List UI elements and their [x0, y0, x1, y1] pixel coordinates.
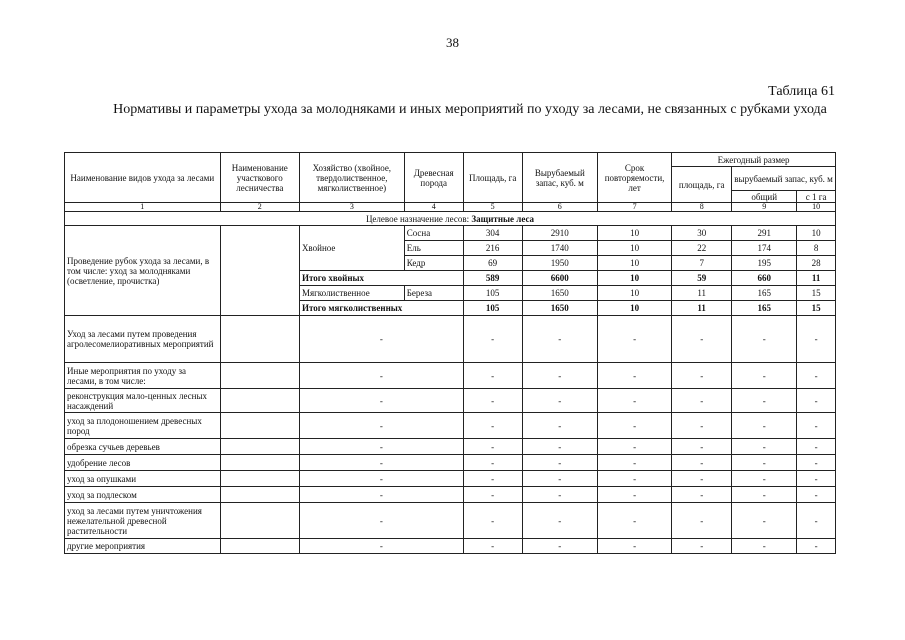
work-type-edge-care: уход за опушками — [65, 471, 221, 487]
forestry-district-cell — [220, 487, 299, 503]
dash-cell: - — [797, 316, 836, 363]
dash-cell: - — [597, 413, 671, 439]
per-ha-cell: 8 — [797, 241, 836, 256]
period-cell: 10 — [597, 301, 671, 316]
dash-cell: - — [463, 413, 522, 439]
dash-cell: - — [463, 389, 522, 413]
column-number: 10 — [797, 203, 836, 212]
per-ha-cell: 28 — [797, 256, 836, 271]
annual-total-cell: 165 — [732, 301, 797, 316]
header-annual-stock: вырубаемый запас, куб. м — [732, 167, 836, 191]
dash-cell: - — [522, 389, 597, 413]
period-cell: 10 — [597, 256, 671, 271]
stock-cell: 2910 — [522, 226, 597, 241]
dash-cell: - — [597, 363, 671, 389]
dash-cell: - — [672, 439, 732, 455]
forestry-district-cell — [220, 389, 299, 413]
annual-total-cell: 291 — [732, 226, 797, 241]
dash-cell: - — [463, 503, 522, 539]
dash-cell: - — [797, 539, 836, 554]
header-area: Площадь, га — [463, 153, 522, 203]
forestry-district-cell — [220, 455, 299, 471]
dash-cell: - — [797, 487, 836, 503]
dash-cell: - — [299, 503, 463, 539]
dash-cell: - — [672, 363, 732, 389]
per-ha-cell: 10 — [797, 226, 836, 241]
section-name: Защитные леса — [471, 213, 535, 224]
annual-area-cell: 59 — [672, 271, 732, 286]
dash-cell: - — [672, 503, 732, 539]
dash-cell: - — [797, 439, 836, 455]
forestry-district-cell — [220, 539, 299, 554]
period-cell: 10 — [597, 241, 671, 256]
header-stock: Вырубаемый запас, куб. м — [522, 153, 597, 203]
species-cell: Сосна — [404, 226, 463, 241]
species-cell: Береза — [404, 286, 463, 301]
dash-cell: - — [732, 413, 797, 439]
dash-cell: - — [597, 487, 671, 503]
period-cell: 10 — [597, 286, 671, 301]
dash-cell: - — [522, 539, 597, 554]
dash-cell: - — [732, 471, 797, 487]
dash-cell: - — [797, 413, 836, 439]
dash-cell: - — [463, 316, 522, 363]
forestry-district-cell — [220, 439, 299, 455]
work-type-agroforestry: Уход за лесами путем проведения агролесомелиоративных мероприятий — [65, 316, 221, 363]
dash-cell: - — [522, 363, 597, 389]
column-number: 7 — [597, 203, 671, 212]
forestry-district-cell — [220, 363, 299, 389]
dash-cell: - — [672, 539, 732, 554]
dash-cell: - — [299, 413, 463, 439]
annual-area-cell: 11 — [672, 286, 732, 301]
per-ha-cell: 15 — [797, 286, 836, 301]
page-number: 38 — [446, 35, 459, 50]
annual-area-cell: 11 — [672, 301, 732, 316]
annual-area-cell: 7 — [672, 256, 732, 271]
forestry-table — [64, 152, 836, 554]
dash-cell: - — [672, 487, 732, 503]
area-cell: 216 — [463, 241, 522, 256]
header-species: Древесная порода — [404, 153, 463, 203]
work-type-fruiting-care: уход за плодоношением древесных пород — [65, 413, 221, 439]
area-cell: 105 — [463, 301, 522, 316]
header-annual: Ежегодный размер — [672, 153, 836, 167]
table-title: Нормативы и параметры ухода за молодняками и иных мероприятий по уходу за лесами, не связанных с рубками ухода — [113, 102, 827, 117]
dash-cell: - — [463, 439, 522, 455]
section-row — [65, 212, 836, 226]
area-cell: 69 — [463, 256, 522, 271]
section-prefix: Целевое назначение лесов: — [365, 213, 470, 224]
per-ha-cell: 15 — [797, 301, 836, 316]
dash-cell: - — [797, 389, 836, 413]
economy-coniferous: Хвойное — [299, 226, 404, 271]
dash-cell: - — [597, 503, 671, 539]
dash-cell: - — [597, 455, 671, 471]
dash-cell: - — [797, 455, 836, 471]
forestry-district-cell — [220, 503, 299, 539]
work-type-unwanted-vegetation-removal: уход за лесами путем уничтожения нежелательной древесной растительности — [65, 503, 221, 539]
header-economy-type: Хозяйство (хвойное, твердолиственное, мягколиственное) — [299, 153, 404, 203]
total-deciduous-label: Итого мягколиственных — [299, 301, 463, 316]
dash-cell: - — [463, 363, 522, 389]
dash-cell: - — [597, 389, 671, 413]
dash-cell: - — [597, 439, 671, 455]
dash-cell: - — [463, 539, 522, 554]
work-type-fertilization: удобрение лесов — [65, 455, 221, 471]
column-number: 5 — [463, 203, 522, 212]
dash-cell: - — [463, 487, 522, 503]
dash-cell: - — [732, 503, 797, 539]
annual-total-cell: 174 — [732, 241, 797, 256]
dash-cell: - — [672, 455, 732, 471]
column-number: 1 — [65, 203, 221, 212]
dash-cell: - — [522, 316, 597, 363]
dash-cell: - — [797, 471, 836, 487]
dash-cell: - — [522, 413, 597, 439]
work-type-thinning: Проведение рубок ухода за лесами, в том числе: уход за молодняками (осветление, прочистка) — [65, 226, 221, 316]
header-annual-area: площадь, га — [672, 167, 732, 203]
dash-cell: - — [732, 487, 797, 503]
column-number: 3 — [299, 203, 404, 212]
dash-cell: - — [732, 439, 797, 455]
period-cell: 10 — [597, 271, 671, 286]
stock-cell: 1650 — [522, 286, 597, 301]
dash-cell: - — [732, 455, 797, 471]
header-period: Срок повторяемости, лет — [597, 153, 671, 203]
dash-cell: - — [299, 316, 463, 363]
header-stock-per-ha: с 1 га — [797, 191, 836, 203]
column-number: 2 — [220, 203, 299, 212]
dash-cell: - — [732, 316, 797, 363]
dash-cell: - — [299, 539, 463, 554]
dash-cell: - — [299, 439, 463, 455]
dash-cell: - — [797, 503, 836, 539]
dash-cell: - — [672, 389, 732, 413]
annual-total-cell: 195 — [732, 256, 797, 271]
dash-cell: - — [522, 455, 597, 471]
header-work-type: Наименование видов ухода за лесами — [65, 153, 221, 203]
work-type-undergrowth-care: уход за подлеском — [65, 487, 221, 503]
column-number: 8 — [672, 203, 732, 212]
dash-cell: - — [463, 455, 522, 471]
area-cell: 304 — [463, 226, 522, 241]
dash-cell: - — [299, 471, 463, 487]
dash-cell: - — [597, 471, 671, 487]
stock-cell: 6600 — [522, 271, 597, 286]
forestry-district-cell — [220, 471, 299, 487]
dash-cell: - — [522, 503, 597, 539]
dash-cell: - — [732, 539, 797, 554]
dash-cell: - — [797, 363, 836, 389]
header-stock-total: общий — [732, 191, 797, 203]
dash-cell: - — [597, 539, 671, 554]
dash-cell: - — [299, 455, 463, 471]
dash-cell: - — [597, 316, 671, 363]
period-cell: 10 — [597, 226, 671, 241]
species-cell: Ель — [404, 241, 463, 256]
column-number: 6 — [522, 203, 597, 212]
dash-cell: - — [672, 413, 732, 439]
dash-cell: - — [463, 471, 522, 487]
species-cell: Кедр — [404, 256, 463, 271]
area-cell: 589 — [463, 271, 522, 286]
dash-cell: - — [672, 316, 732, 363]
per-ha-cell: 11 — [797, 271, 836, 286]
stock-cell: 1650 — [522, 301, 597, 316]
table-number: Таблица 61 — [768, 84, 835, 99]
stock-cell: 1740 — [522, 241, 597, 256]
dash-cell: - — [672, 471, 732, 487]
dash-cell: - — [299, 389, 463, 413]
work-type-reconstruction: реконструкция мало-ценных лесных насаждений — [65, 389, 221, 413]
dash-cell: - — [299, 363, 463, 389]
annual-total-cell: 165 — [732, 286, 797, 301]
total-coniferous-label: Итого хвойных — [299, 271, 463, 286]
dash-cell: - — [299, 487, 463, 503]
column-number: 9 — [732, 203, 797, 212]
forestry-district-cell — [220, 413, 299, 439]
dash-cell: - — [732, 363, 797, 389]
economy-deciduous: Мягколиственное — [299, 286, 404, 301]
annual-area-cell: 22 — [672, 241, 732, 256]
work-type-other: другие мероприятия — [65, 539, 221, 554]
dash-cell: - — [522, 439, 597, 455]
dash-cell: - — [522, 471, 597, 487]
annual-area-cell: 30 — [672, 226, 732, 241]
work-type-other-measures: Иные мероприятия по уходу за лесами, в том числе: — [65, 363, 221, 389]
dash-cell: - — [732, 389, 797, 413]
header-forestry-district: Наименование участкового лесничества — [220, 153, 299, 203]
forestry-district-cell — [220, 316, 299, 363]
work-type-pruning: обрезка сучьев деревьев — [65, 439, 221, 455]
area-cell: 105 — [463, 286, 522, 301]
column-number: 4 — [404, 203, 463, 212]
forestry-district-cell — [220, 226, 299, 316]
dash-cell: - — [522, 487, 597, 503]
stock-cell: 1950 — [522, 256, 597, 271]
annual-total-cell: 660 — [732, 271, 797, 286]
